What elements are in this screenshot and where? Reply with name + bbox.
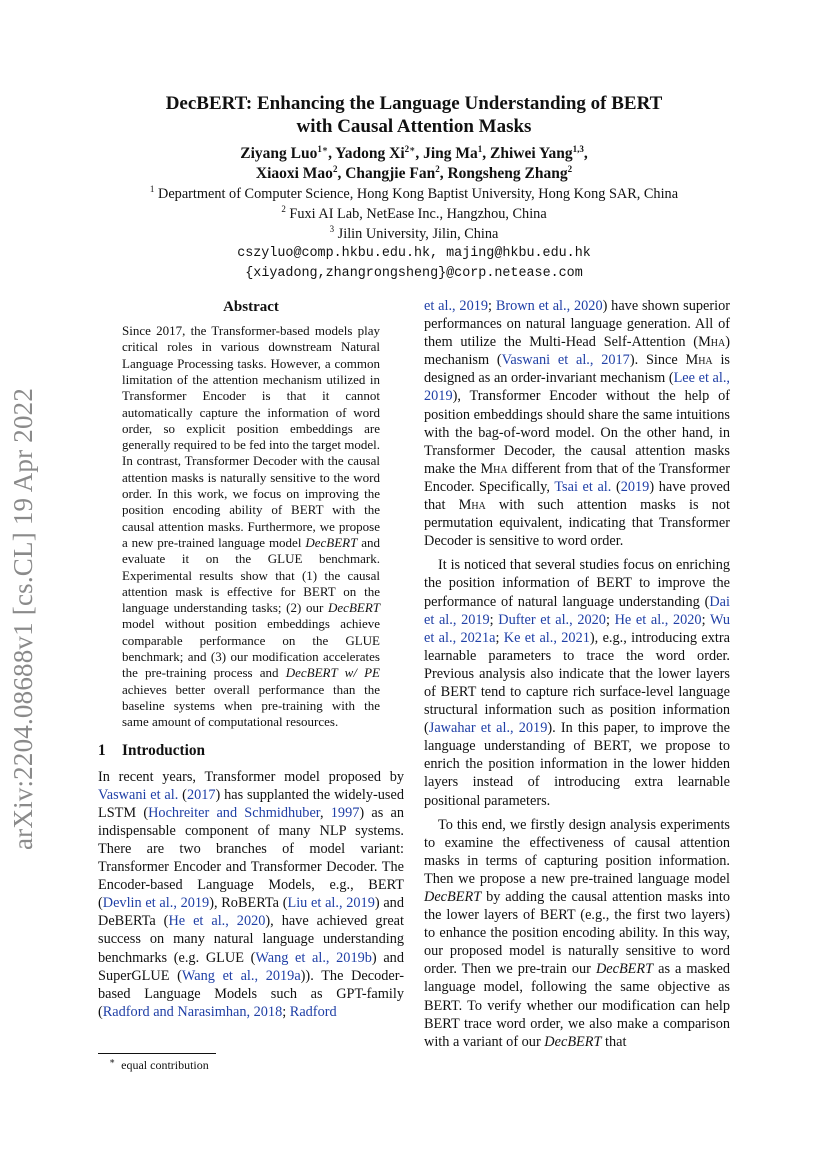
mha-term: Mha — [458, 497, 486, 514]
email-line-1[interactable]: cszyluo@comp.hkbu.edu.hk, majing@hkbu.edu.hk — [237, 246, 591, 261]
author-name: Ziyang Luo — [240, 145, 318, 162]
citation-link[interactable]: Dai et al., 2019 — [424, 593, 730, 628]
model-name: DecBERT — [305, 534, 358, 550]
model-name: DecBERT — [424, 889, 482, 905]
body-text: as a masked language model, following the same objective as BERT. To verify whether our modification can help BERT trace word order, we also make a comparison with a variant of our — [424, 961, 730, 1050]
body-text: It is noticed that several studies focus on enriching the position information of BERT to improve the performance of natural language understanding ( — [424, 557, 730, 610]
affil-mark: 1 — [149, 184, 155, 195]
abstract-text: achieves better overall performance than the baseline systems when pre-training with the same amount of computational resources. — [122, 681, 380, 730]
body-text: ) and SuperGLUE ( — [98, 949, 404, 984]
body-text: is designed as an order-invariant mechanism ( — [424, 352, 730, 387]
left-column — [98, 292, 404, 1021]
citation-link[interactable]: Ke et al., 2021 — [503, 629, 590, 646]
citation-link[interactable]: 1997 — [330, 804, 360, 821]
body-text: ; — [282, 1003, 290, 1020]
body-text: ), RoBERTa ( — [209, 895, 288, 912]
affil-text: Department of Computer Science, Hong Kong Baptist University, Hong Kong SAR, China — [158, 186, 679, 202]
citation-link[interactable]: Liu et al., 2019 — [287, 895, 375, 912]
title-line-1: DecBERT: Enhancing the Language Understanding of BERT — [165, 93, 663, 114]
intro-paragraph-1 — [98, 768, 404, 1021]
section-number: 1 — [98, 741, 106, 759]
citation-link[interactable]: 2019 — [620, 478, 650, 495]
affiliation-2 — [100, 204, 728, 224]
model-name: DecBERT — [544, 1033, 602, 1050]
body-text: In recent years, Transformer model proposed by — [98, 768, 404, 785]
author-name: Changjie Fan — [345, 165, 436, 182]
title-line-2: with Causal Attention Masks — [296, 116, 532, 137]
body-text: by adding the causal attention masks into the lower layers of BERT (e.g., the first two layers) to enhance the position encoding ability. In this way, our proposed model is naturally sensitive to word order. Then we pre-train our — [424, 889, 730, 978]
citation-link[interactable]: Wang et al., 2019b — [255, 949, 372, 966]
author-list — [100, 144, 728, 184]
author-affil-mark: 2 — [332, 163, 338, 174]
affil-text: Fuxi AI Lab, NetEase Inc., Hangzhou, China — [289, 206, 547, 222]
citation-link[interactable]: Vaswani et al. — [98, 786, 179, 803]
citation-link[interactable]: Lee et al., 2019 — [424, 370, 730, 405]
body-text: To this end, we firstly design analysis experiments to examine the effectiveness of causal attention masks in terms of capturing position information. Then we propose a new pre-trained language model — [424, 816, 730, 887]
body-text: ). In this paper, to improve the language understanding of BERT, we propose to enrich the position information in the lower hidden layers instead of introducing extra learnable positional parameters. — [424, 720, 730, 809]
author-name: Xiaoxi Mao — [255, 165, 333, 182]
body-text: ), Transformer Encoder without the help of position embeddings should share the same intuitions with the bag-of-word model. On the other hand, in Transformer Decoder, the causal attention masks make the — [424, 388, 730, 477]
section-heading-introduction — [98, 742, 404, 760]
arxiv-side-stamp: arXiv:2204.08688v1 [cs.CL] 19 Apr 2022 — [8, 387, 38, 850]
footnote — [109, 1058, 209, 1073]
affiliation-3 — [100, 224, 728, 244]
citation-link[interactable]: Wang et al., 2019a — [181, 967, 301, 984]
right-paragraph-1 — [424, 297, 730, 550]
citation-link[interactable]: Devlin et al., 2019 — [102, 895, 210, 912]
citation-link[interactable]: Vaswani et al., 2017 — [501, 352, 630, 369]
abstract-text: Since 2017, the Transformer-based models play critical roles in various downstream Natural Language Processing tasks. However, a common limitation of the attention mechanism utilized in Transformer Encoder is that it cannot automatically capture the information of word order, so explicit position embeddings are generally required to be fed into the target model. In contrast, Transformer Decoder with the causal attention masks is naturally sensitive to the word order. In this work, we focus on improving the position encoding ability of BERT with the causal attention masks. Furthermore, we propose a new pre-trained language model — [122, 323, 380, 550]
author-name: Yadong Xi — [335, 145, 405, 162]
abstract-text: model without position embeddings achieve comparable performance on the GLUE benchmark; and (3) our modification accelerates the pre-training process and — [122, 616, 380, 681]
citation-link[interactable]: Brown et al., 2020 — [495, 298, 603, 314]
right-paragraph-2 — [424, 556, 730, 809]
affil-mark: 2 — [281, 204, 286, 215]
model-name: DecBERT w/ PE — [285, 665, 380, 681]
author-affil-mark: 2∗ — [404, 143, 416, 154]
footnote-divider — [98, 1053, 216, 1054]
body-text: ) have shown superior performances on natural language generation. All of them utilize the Multi-Head Self-Attention ( — [424, 298, 730, 351]
citation-link[interactable]: Hochreiter and Schmidhuber — [148, 804, 320, 821]
body-text: ) has supplanted the widely-used LSTM ( — [98, 786, 404, 821]
affil-text: Jilin University, Jilin, China — [337, 226, 499, 242]
body-text: ), have achieved great success on many natural language understanding benchmarks (e.g. GLUE ( — [98, 913, 404, 966]
footnote-text: equal contribution — [121, 1058, 209, 1072]
section-title: Introduction — [122, 741, 206, 759]
affil-mark: 3 — [329, 224, 335, 235]
citation-link[interactable]: Jawahar et al., 2019 — [428, 720, 548, 737]
citation-link[interactable]: 2017 — [186, 786, 216, 803]
body-text: ( — [178, 786, 187, 803]
email-line-2[interactable]: {xiyadong,zhangrongsheng}@corp.netease.com — [245, 266, 583, 281]
author-line-2: Xiaoxi Mao$^2$, Changjie Fan$^2$, Rongsheng Zhang$^2$ — [255, 163, 573, 182]
model-name: DecBERT — [595, 961, 654, 978]
body-text: different from that of the Transformer Encoder. Specifically, — [424, 460, 730, 495]
body-text: , — [319, 804, 331, 821]
author-name: Zhiwei Yang — [490, 145, 573, 162]
body-text: ; — [488, 298, 496, 314]
abstract-text: and evaluate it on the GLUE benchmark. Experimental results show that (1) the causal attention mask is effective for BERT on the language understanding tasks; (2) our — [122, 534, 380, 616]
mha-term: Mha — [480, 460, 508, 477]
citation-link[interactable]: Tsai et al. — [554, 478, 612, 495]
right-column — [424, 297, 730, 1051]
body-text: )). The Decoder-based Language Models such as GPT-family ( — [98, 967, 404, 1020]
body-text: ; — [489, 611, 499, 628]
mha-term: Mha — [698, 334, 726, 351]
body-text: ; — [495, 629, 504, 646]
affiliation-1 — [100, 184, 728, 204]
mha-term: Mha — [685, 352, 713, 369]
citation-link[interactable]: et al., 2019 — [424, 298, 489, 314]
body-text: ) as an indispensable component of many NLP systems. There are two branches of model variant: Transformer Encoder and Transformer Decoder. The Encoder-based Language Models, e.g., BERT ( — [98, 804, 404, 912]
model-name: DecBERT — [328, 600, 380, 616]
author-affil-mark: 2 — [567, 163, 573, 174]
citation-link[interactable]: Wu et al., 2021a — [424, 611, 731, 646]
body-text: ; — [605, 611, 615, 628]
abstract-body — [122, 323, 380, 730]
body-text: ( — [611, 478, 621, 495]
body-text: ; — [701, 611, 710, 628]
paper-header — [100, 92, 728, 284]
citation-link[interactable]: Radford and Narasimhan, 2018 — [102, 1003, 283, 1020]
author-affil-mark: 1 — [477, 143, 483, 154]
body-text: ) have proved that — [424, 478, 730, 514]
author-affil-mark: 1,3 — [572, 143, 584, 154]
body-text: ) and DeBERTa ( — [98, 895, 404, 930]
citation-link[interactable]: He et al., 2020 — [168, 913, 266, 930]
paper-title — [100, 92, 728, 138]
citation-link[interactable]: Dufter et al., 2020 — [498, 611, 606, 628]
citation-link[interactable]: Radford — [289, 1003, 337, 1020]
author-name: Jing Ma — [423, 145, 478, 162]
body-text: with such attention masks is not permutation equivalent, indicating that Transformer Decoder is sensitive to word order. — [424, 497, 730, 550]
right-paragraph-3 — [424, 816, 730, 1051]
body-text: ) mechanism ( — [424, 334, 730, 369]
author-name: Rongsheng Zhang — [447, 165, 568, 182]
citation-link[interactable]: He et al., 2020 — [614, 611, 702, 628]
body-text: ). Since — [629, 352, 686, 369]
body-text: ), e.g., introducing extra learnable parameters to trace the word order. Previous analysis also indicate that the lower layers of BERT tend to capture rich surface-level language structural information such as position information ( — [424, 629, 730, 737]
author-affil-mark: 1∗ — [317, 143, 329, 154]
author-affil-mark: 2 — [435, 163, 440, 174]
body-text: that — [601, 1033, 627, 1050]
footnote-mark: ∗ — [109, 1056, 116, 1066]
author-line-1: Ziyang Luo$^{1∗}$, Yadong $Xi^{2∗}$, Jing Ma$^1$, Zhiwei Yang$^{1,3}$, — [240, 143, 588, 162]
abstract-heading: Abstract — [223, 299, 279, 315]
